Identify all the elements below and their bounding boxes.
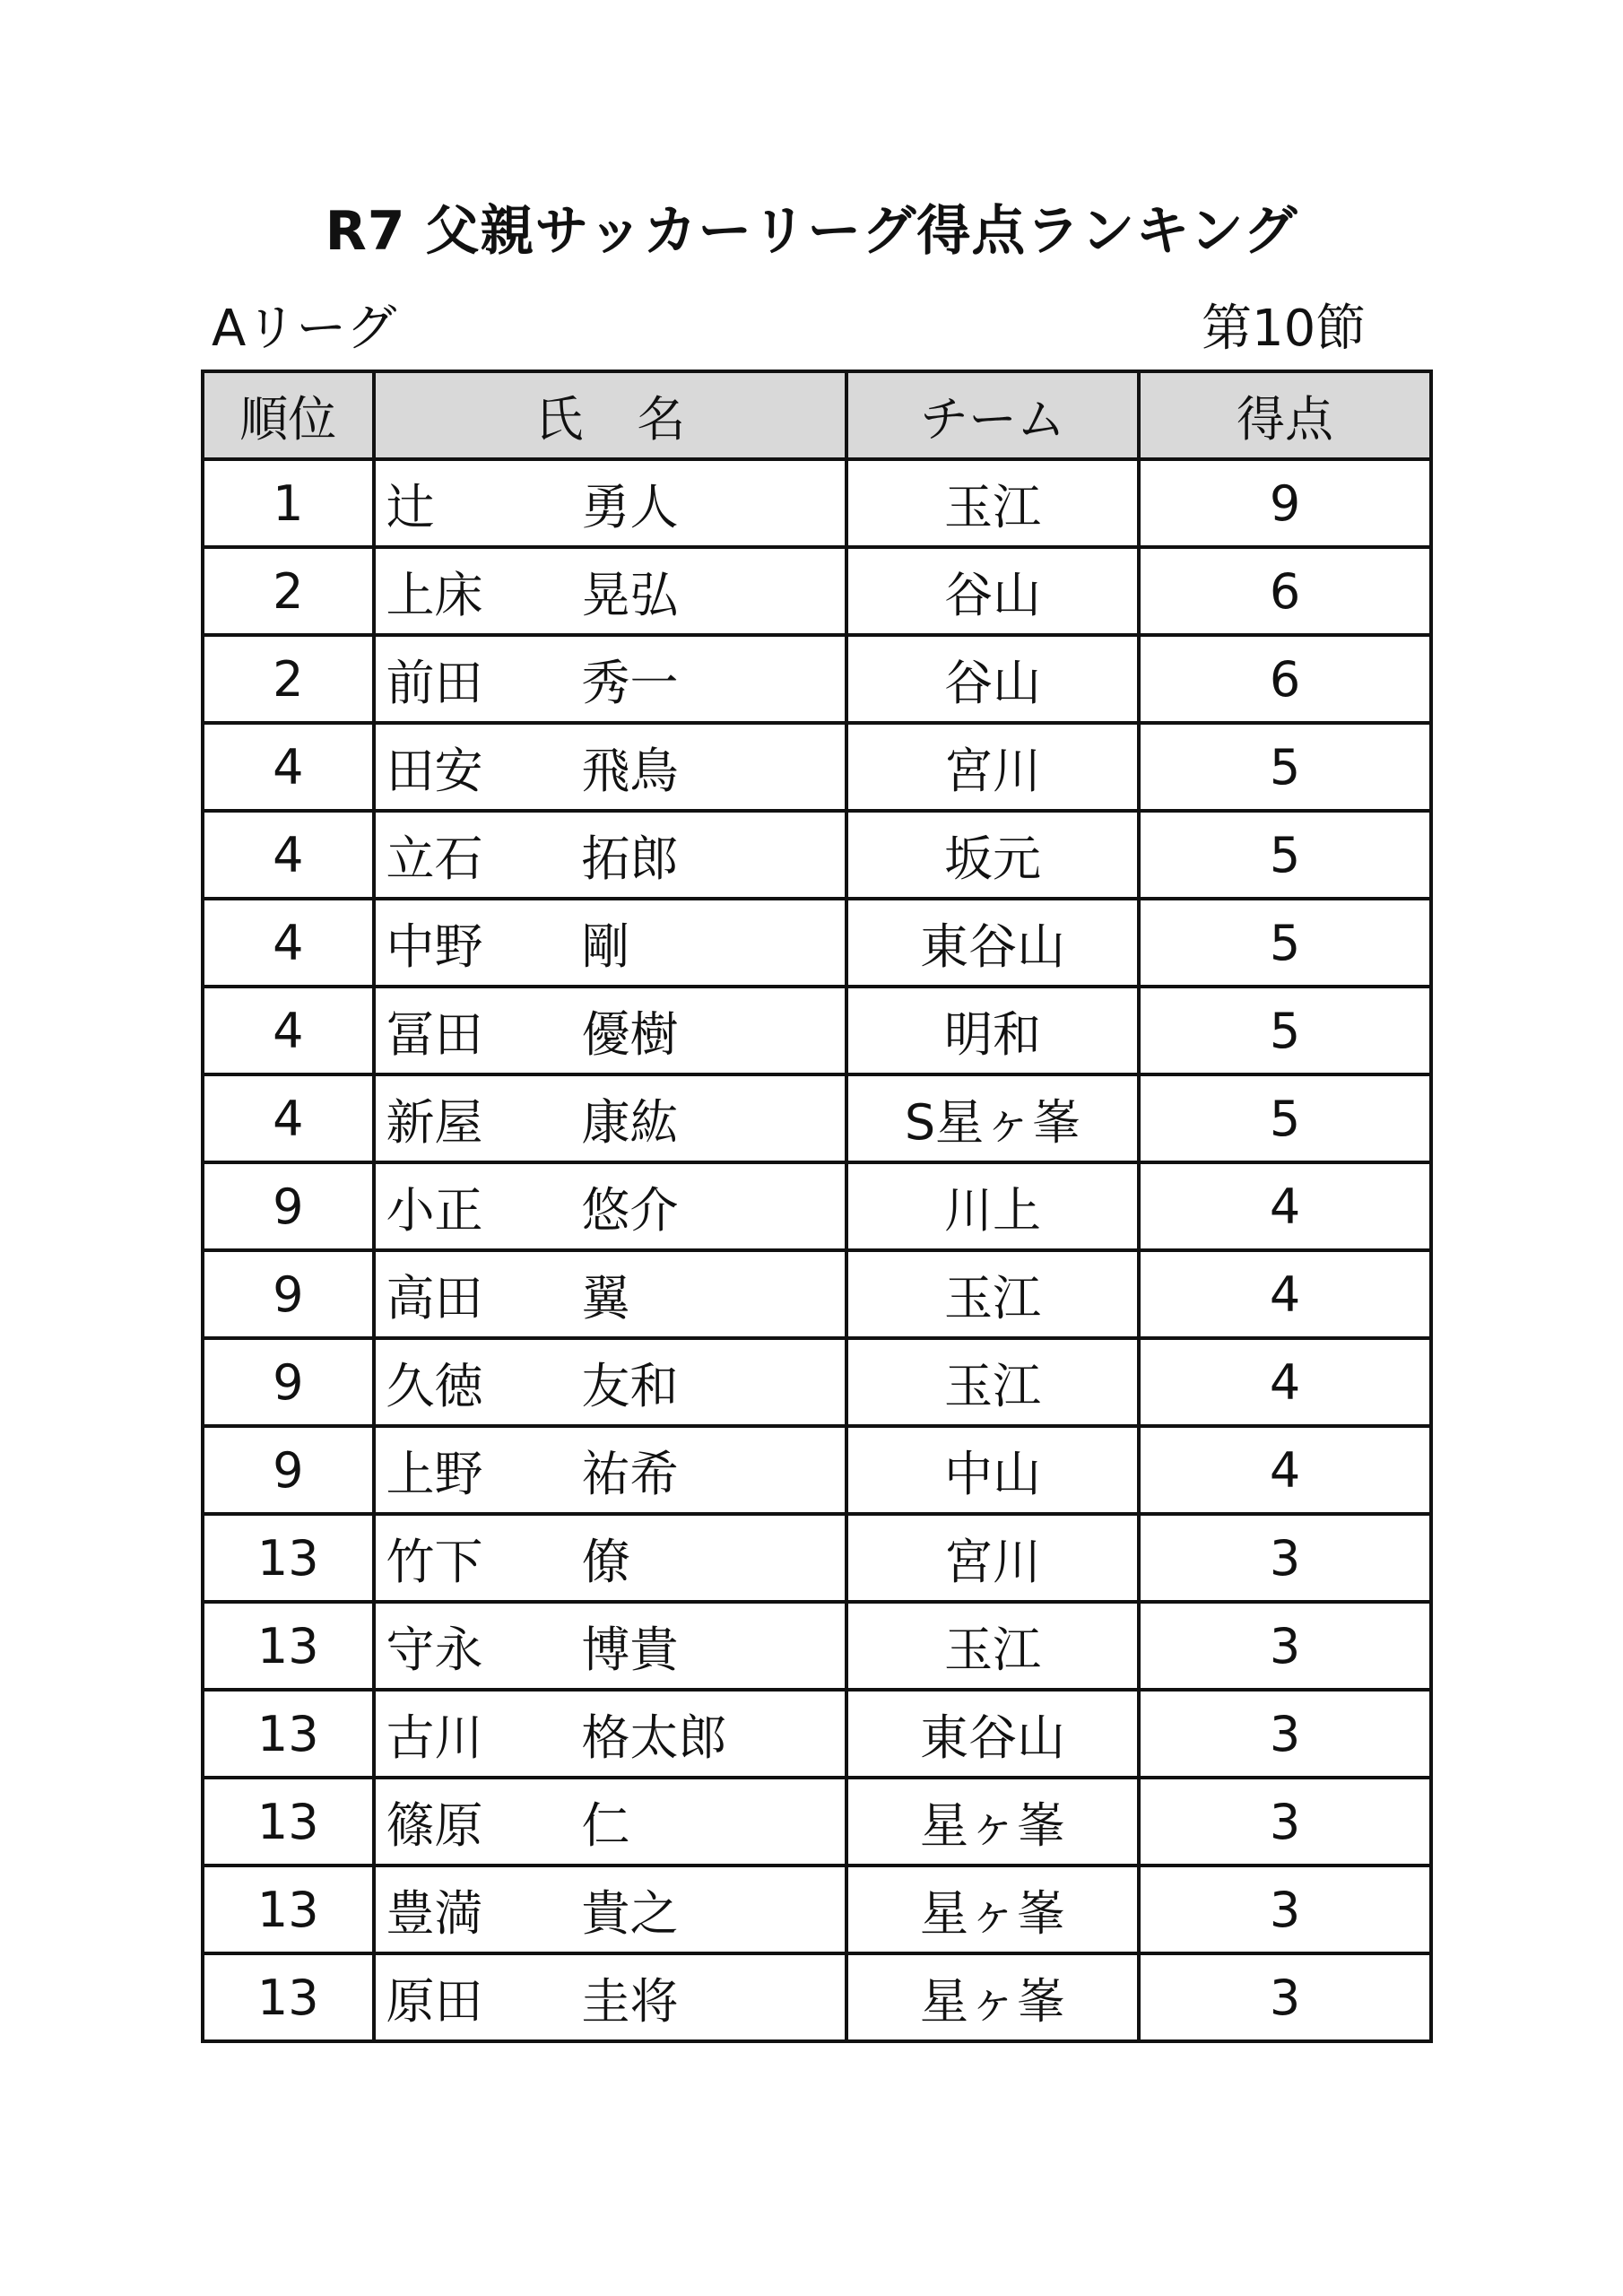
name-cell	[374, 459, 847, 547]
team-cell: 谷山	[846, 635, 1139, 723]
team-cell: 星ヶ峯	[846, 1866, 1139, 1953]
header-row	[203, 371, 1431, 459]
table-row	[203, 1250, 1431, 1338]
name-cell	[374, 987, 847, 1074]
team-cell: 玉江	[846, 1250, 1139, 1338]
points-cell: 3	[1139, 1953, 1431, 2041]
name-cell	[374, 899, 847, 987]
family-name: 原田	[386, 1972, 483, 2030]
points-cell: 6	[1139, 547, 1431, 635]
header-points: 得点	[1139, 371, 1431, 459]
rank-cell: 13	[203, 1953, 374, 2041]
family-name: 豊満	[386, 1884, 483, 1942]
rank-cell: 1	[203, 459, 374, 547]
table-body	[203, 459, 1431, 2041]
name-cell	[374, 1866, 847, 1953]
family-name: 冨田	[386, 1005, 483, 1063]
name-cell	[374, 723, 847, 811]
table-row	[203, 635, 1431, 723]
points-cell: 4	[1139, 1162, 1431, 1250]
points-cell: 5	[1139, 723, 1431, 811]
given-name: 晃弘	[581, 566, 679, 623]
table-row	[203, 1690, 1431, 1778]
rank-cell: 2	[203, 635, 374, 723]
points-cell: 5	[1139, 987, 1431, 1074]
points-cell: 5	[1139, 811, 1431, 899]
table-row	[203, 1866, 1431, 1953]
given-name: 拓郎	[581, 830, 679, 887]
rank-cell: 2	[203, 547, 374, 635]
table-row	[203, 1074, 1431, 1162]
given-name: 博貴	[581, 1621, 679, 1678]
points-cell: 3	[1139, 1778, 1431, 1866]
team-cell: 星ヶ峯	[846, 1953, 1139, 2041]
league-label: Aリーグ	[212, 300, 397, 358]
given-name: 秀一	[581, 654, 679, 711]
table-row	[203, 1778, 1431, 1866]
table-row	[203, 547, 1431, 635]
table-row	[203, 459, 1431, 547]
given-name: 翼	[581, 1269, 630, 1326]
table-row	[203, 987, 1431, 1074]
name-cell	[374, 1074, 847, 1162]
family-name: 上床	[386, 566, 483, 623]
table-row	[203, 1338, 1431, 1426]
rank-cell: 4	[203, 987, 374, 1074]
family-name: 前田	[386, 654, 483, 711]
rank-cell: 13	[203, 1866, 374, 1953]
team-cell: 宮川	[846, 1514, 1139, 1602]
rank-cell: 9	[203, 1338, 374, 1426]
points-cell: 4	[1139, 1426, 1431, 1514]
header-name-family: 氏	[534, 390, 584, 448]
rank-cell: 9	[203, 1162, 374, 1250]
name-cell	[374, 1953, 847, 2041]
family-name: 小正	[386, 1181, 483, 1239]
family-name: 立石	[386, 830, 483, 887]
given-name: 友和	[581, 1357, 679, 1414]
given-name: 仁	[581, 1796, 630, 1854]
ranking-table	[201, 370, 1433, 2043]
rank-cell: 4	[203, 899, 374, 987]
team-cell: S星ヶ峯	[846, 1074, 1139, 1162]
team-cell: 谷山	[846, 547, 1139, 635]
family-name: 上野	[386, 1445, 483, 1502]
rank-cell: 13	[203, 1602, 374, 1690]
given-name: 貴之	[581, 1884, 679, 1942]
rank-cell: 4	[203, 811, 374, 899]
team-cell: 明和	[846, 987, 1139, 1074]
points-cell: 6	[1139, 635, 1431, 723]
points-cell: 4	[1139, 1338, 1431, 1426]
rank-cell: 13	[203, 1778, 374, 1866]
table-row	[203, 1514, 1431, 1602]
rank-cell: 9	[203, 1250, 374, 1338]
table-row	[203, 723, 1431, 811]
points-cell: 3	[1139, 1690, 1431, 1778]
table-row	[203, 899, 1431, 987]
family-name: 高田	[386, 1269, 483, 1326]
name-cell	[374, 1602, 847, 1690]
team-cell: 玉江	[846, 1338, 1139, 1426]
given-name: 僚	[581, 1533, 630, 1590]
points-cell: 3	[1139, 1602, 1431, 1690]
points-cell: 3	[1139, 1866, 1431, 1953]
team-cell: 東谷山	[846, 899, 1139, 987]
rank-cell: 13	[203, 1690, 374, 1778]
given-name: 勇人	[581, 478, 679, 535]
round-label: 第10節	[1202, 300, 1367, 358]
points-cell: 4	[1139, 1250, 1431, 1338]
header-rank: 順位	[203, 371, 374, 459]
name-cell	[374, 547, 847, 635]
header-name	[374, 371, 847, 459]
points-cell: 3	[1139, 1514, 1431, 1602]
family-name: 篠原	[386, 1796, 483, 1854]
header-name-given: 名	[637, 390, 686, 448]
table-row	[203, 1426, 1431, 1514]
family-name: 中野	[386, 918, 483, 975]
name-cell	[374, 1426, 847, 1514]
team-cell: 玉江	[846, 1602, 1139, 1690]
given-name: 優樹	[581, 1005, 679, 1063]
table-row	[203, 1953, 1431, 2041]
family-name: 守永	[386, 1621, 483, 1678]
name-cell	[374, 1162, 847, 1250]
given-name: 格太郎	[581, 1709, 727, 1766]
family-name: 新屋	[386, 1093, 483, 1151]
points-cell: 9	[1139, 459, 1431, 547]
table-row	[203, 1602, 1431, 1690]
header-team: チーム	[846, 371, 1139, 459]
given-name: 飛鳥	[581, 742, 679, 799]
given-name: 悠介	[581, 1181, 679, 1239]
name-cell	[374, 1778, 847, 1866]
team-cell: 坂元	[846, 811, 1139, 899]
table-row	[203, 811, 1431, 899]
given-name: 祐希	[581, 1445, 679, 1502]
given-name: 圭将	[581, 1972, 679, 2030]
points-cell: 5	[1139, 899, 1431, 987]
family-name: 竹下	[386, 1533, 483, 1590]
team-cell: 川上	[846, 1162, 1139, 1250]
family-name: 田安	[386, 742, 483, 799]
name-cell	[374, 1690, 847, 1778]
given-name: 剛	[581, 918, 630, 975]
team-cell: 東谷山	[846, 1690, 1139, 1778]
family-name: 久徳	[386, 1357, 483, 1414]
name-cell	[374, 1514, 847, 1602]
given-name: 康紘	[581, 1093, 679, 1151]
name-cell	[374, 811, 847, 899]
rank-cell: 13	[203, 1514, 374, 1602]
rank-cell: 9	[203, 1426, 374, 1514]
team-cell: 星ヶ峯	[846, 1778, 1139, 1866]
team-cell: 玉江	[846, 459, 1139, 547]
team-cell: 中山	[846, 1426, 1139, 1514]
name-cell	[374, 635, 847, 723]
page-title: R7 父親サッカーリーグ得点ランキング	[325, 200, 1298, 263]
name-cell	[374, 1250, 847, 1338]
table-row	[203, 1162, 1431, 1250]
family-name: 辻	[386, 478, 435, 535]
rank-cell: 4	[203, 1074, 374, 1162]
family-name: 古川	[386, 1709, 483, 1766]
team-cell: 宮川	[846, 723, 1139, 811]
name-cell	[374, 1338, 847, 1426]
points-cell: 5	[1139, 1074, 1431, 1162]
rank-cell: 4	[203, 723, 374, 811]
